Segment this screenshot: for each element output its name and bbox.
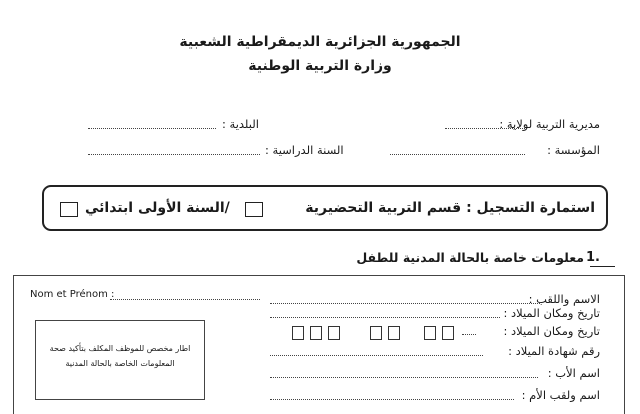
section-title: معلومات خاصة بالحالة المدنية للطفل [356,250,584,265]
mother-name-label: اسم ولقب الأم : [521,388,600,402]
first-year-checkbox[interactable] [60,202,78,217]
section-number: 1. [586,250,600,265]
stamp-box-text-line-1: اطار مخصص للموظف المكلف بتأكيد صحة [49,344,191,353]
name-fr-label: Nom et Prénom : [30,289,115,300]
name-ar-label: الاسم واللقب : [528,292,600,306]
section-underline [590,266,615,267]
first-year-option-label: /السنة الأولى ابتدائي [85,200,230,216]
institution-field[interactable] [390,154,525,155]
father-name-field[interactable] [270,377,538,378]
birth-month-digit[interactable] [388,326,400,340]
republic-title: الجمهورية الجزائرية الديمقراطية الشعبية [179,34,461,50]
school-year-field[interactable] [88,154,260,155]
preschool-checkbox[interactable] [245,202,263,217]
name-fr-field[interactable] [110,299,260,300]
mother-name-field[interactable] [270,399,514,400]
birth-cert-label: رقم شهادة الميلاد : [508,344,600,358]
birth-date-place-field-1[interactable] [270,317,500,318]
directorate-field[interactable] [445,128,525,129]
father-name-label: اسم الأب : [547,366,600,380]
birth-day-digit[interactable] [310,326,322,340]
municipality-field[interactable] [88,128,216,129]
birth-cert-field[interactable] [270,355,483,356]
birth-month-digit[interactable] [370,326,382,340]
name-ar-field[interactable] [270,303,540,304]
school-year-label: السنة الدراسية : [265,143,344,157]
birth-date-separator [462,334,476,335]
birth-day-digit[interactable] [292,326,304,340]
directorate-label: مديرية التربية لولاية : [499,117,600,131]
ministry-title: وزارة التربية الوطنية [248,58,392,74]
birth-year-digit[interactable] [442,326,454,340]
birth-day-digit[interactable] [328,326,340,340]
registration-title: استمارة التسجيل : قسم التربية التحضيرية [305,200,595,216]
stamp-box-text-line-2: المعلومات الخاصة بالحالة المدنية [65,359,175,368]
institution-label: المؤسسة : [547,143,600,157]
birth-date-place-label-1: تاريخ ومكان الميلاد : [503,306,600,320]
birth-date-place-label-2: تاريخ ومكان الميلاد : [503,324,600,338]
municipality-label: البلدية : [222,117,259,131]
birth-year-digit[interactable] [424,326,436,340]
